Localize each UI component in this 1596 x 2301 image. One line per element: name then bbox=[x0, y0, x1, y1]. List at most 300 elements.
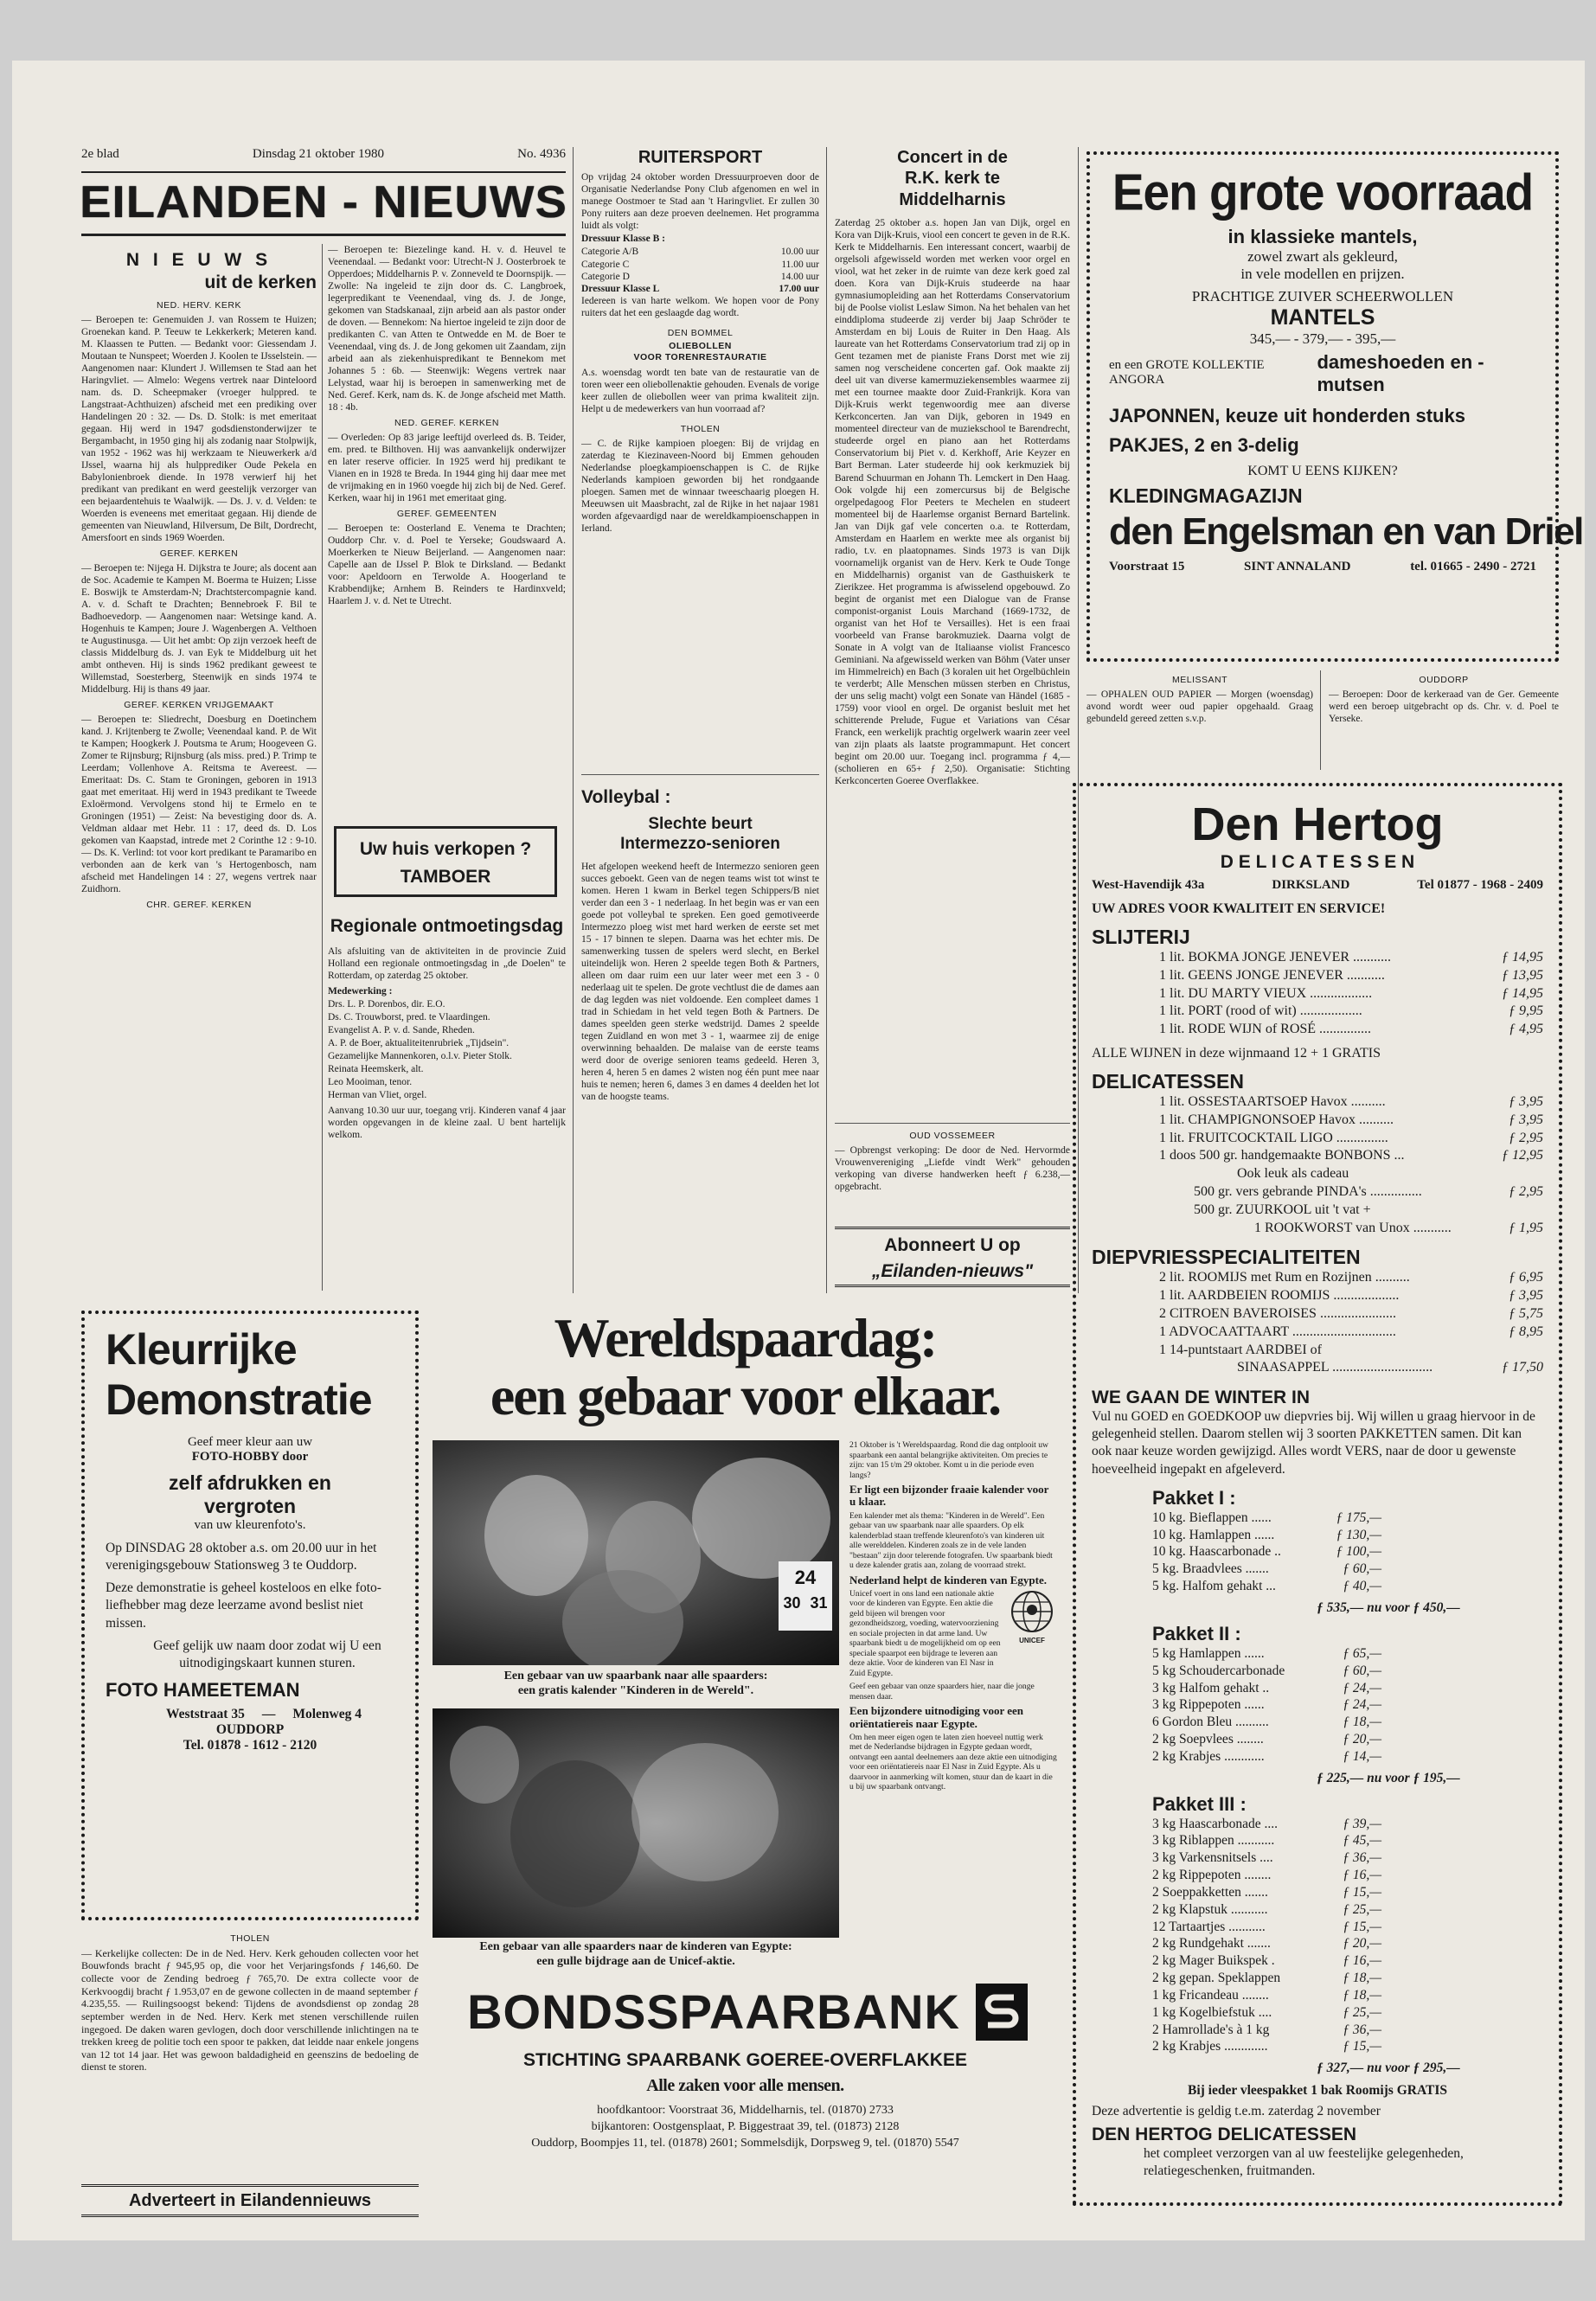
pakket-row bbox=[1152, 1696, 1543, 1714]
regionale-text: Als afsluiting van de aktiviteiten in de provincie Zuid Holland een regionale ontmoetingsdag in „de Doelen" te Rotterdam, op zaterdag 25 oktober. bbox=[328, 945, 566, 981]
hertog-bonus: Bij ieder vleespakket 1 bak Roomijs GRATIS bbox=[1188, 2083, 1447, 2099]
item: 10 kg. Bieflappen ...... bbox=[1152, 1509, 1272, 1525]
price: ƒ 17,50 bbox=[1502, 1360, 1543, 1375]
pakket3 bbox=[1092, 1793, 1543, 2077]
row-label: Categorie D bbox=[581, 271, 630, 282]
price: ƒ 45,— bbox=[1343, 1833, 1381, 1849]
spaarbank-ad bbox=[427, 1307, 1063, 2210]
price-row bbox=[1159, 1093, 1543, 1112]
regionale-closing: Aanvang 10.30 uur uur, toegang vrij. Kinderen vanaf 4 jaar worden opgevangen in de kleine zaal. U bent hartelijk welkom. bbox=[328, 1105, 566, 1140]
concert-title1: Concert in de bbox=[897, 148, 1008, 167]
item: 1 ADVOCAATTAART .............................. bbox=[1159, 1324, 1396, 1339]
volleybal-subtitle2: Intermezzo-senioren bbox=[620, 834, 780, 853]
rule bbox=[581, 774, 819, 775]
hameeteman-p3: Geef gelijk uw naam door zodat wij U een uitnodigingskaart kunnen sturen. bbox=[153, 1638, 381, 1670]
pakket-row bbox=[1152, 1919, 1543, 1936]
pakket-row bbox=[1152, 1901, 1543, 1919]
price-row bbox=[1159, 1220, 1543, 1238]
hameeteman-p1: Op DINSDAG 28 oktober a.s. om 20.00 uur in het verenigingsgebouw Stationsweg 3 te Ouddorp. bbox=[106, 1541, 377, 1574]
price: ƒ 6,95 bbox=[1509, 1270, 1543, 1285]
regionale-list-5: Reinata Heemskerk, alt. bbox=[328, 1063, 424, 1074]
volleybal-article bbox=[581, 783, 819, 1293]
item: 2 kg Soepvlees ........ bbox=[1152, 1731, 1264, 1747]
regionale-article bbox=[328, 913, 566, 1293]
col-divider bbox=[573, 147, 574, 1293]
row-label: Categorie A/B bbox=[581, 247, 639, 258]
item: 10 kg. Haascarbonade .. bbox=[1152, 1544, 1281, 1560]
pakket-row bbox=[1152, 1578, 1543, 1595]
pakket1-total: ƒ 535,— nu voor ƒ 450,— bbox=[1317, 1599, 1460, 1615]
calendar-30-31 bbox=[779, 1594, 832, 1612]
item: 2 kg gepan. Speklappen bbox=[1152, 1971, 1281, 1986]
price: ƒ 15,— bbox=[1343, 2039, 1381, 2054]
pakket-row bbox=[1152, 2022, 1543, 2039]
header-rule bbox=[81, 171, 566, 173]
spaarbank-r7: Een bijzondere uitnodiging voor een oriëntatiereis naar Egypte. bbox=[849, 1704, 1024, 1730]
ned-geref-text: — Overleden: Op 83 jarige leeftijd overleed ds. B. Teider, em. pred. te Bilthoven. Hij was aanvankelijk onderwijzer en later reserve officier. In 1925 werd hij predikant te Vianen en in 1928 te Breda. In 1944 ging hij daar mee met de vrijmaking en in 1960 voegde hij zich bij de Ned. Geref. Kerken, waar hij in 1961 met emeritaat ging. bbox=[328, 433, 566, 504]
item: 1 kg Fricandeau ........ bbox=[1152, 1987, 1269, 2003]
pakket-row bbox=[1152, 1952, 1543, 1970]
pakket-row bbox=[1152, 1867, 1543, 1884]
hertog-footer-title: DEN HERTOG DELICATESSEN bbox=[1092, 2125, 1357, 2145]
spaarbank-hoofd: hoofdkantoor: Voorstraat 36, Middelharnis, tel. (01870) 2733 bbox=[597, 2104, 894, 2117]
oliebollen-head3: VOOR TORENRESTAURATIE bbox=[633, 352, 767, 363]
price bbox=[1483, 1202, 1543, 1220]
item: 2 kg Klapstuk ........... bbox=[1152, 1901, 1268, 1917]
church-news-col1 bbox=[81, 244, 317, 1291]
winter-title: WE GAAN DE WINTER IN bbox=[1092, 1388, 1310, 1408]
engelsman-l8: JAPONNEN, keuze uit honderden stuks bbox=[1109, 405, 1465, 426]
row-label: Dressuur Klasse L bbox=[581, 283, 660, 294]
pakket-row bbox=[1152, 2004, 1543, 2022]
concert-title3: Middelharnis bbox=[899, 189, 1006, 209]
row-time: 10.00 uur bbox=[780, 247, 819, 258]
melissant-head: MELISSANT bbox=[1171, 675, 1227, 685]
regionale-medewerking: Medewerking : bbox=[328, 985, 393, 997]
pakket-row bbox=[1152, 1832, 1543, 1849]
item: 2 Hamrollade's à 1 kg bbox=[1152, 2022, 1270, 2037]
chr-geref-text: — Beroepen te: Biezelinge kand. H. v. d. Heuvel te Veenendaal. — Bedankt voor: Utrecht-N J. Oosterbroek te Opperdoes; Middelharnis P. v. Zonneveld te Doornspijk. — Zwolle: Na ingeleid te zijn door ds. C. Langbroek, legerpredikant te Veenendaal, ving ds. J. de Jonge, gekomen van Stadskanaal, zijn arbeid aan als pastor onder de doven. — Bennekom: Na hiertoe ingeleid te zijn door de predikanten C. van Atten te Ontwedde en M. de Boer te Veenendaal, ving ds. J. de Jong gekomen uit Zaandam, zijn arbeid aan als ziekenhuispredikant te Bennekom met Johannes 5 : 6b. — Steenwijk: Wegens vertrek naar Lelystad, waar hij is beroepen in samenwerking met de Ned. Geref. Kerk, nam ds. K. de Jonge afscheid met Matth. 18 : 4b. bbox=[328, 245, 566, 413]
church-news-subtitle: uit de kerken bbox=[204, 272, 317, 292]
hameeteman-city: OUDDORP bbox=[215, 1721, 285, 1737]
ruitersport-col bbox=[581, 147, 819, 770]
engelsman-l5: MANTELS bbox=[1270, 305, 1375, 330]
pakket-row bbox=[1152, 1816, 1543, 1833]
price: ƒ 8,95 bbox=[1509, 1324, 1543, 1339]
price: ƒ 18,— bbox=[1343, 1971, 1381, 1986]
pakket-row bbox=[1152, 1543, 1543, 1561]
price-row bbox=[1159, 985, 1543, 1003]
oud-vossemeer-head: OUD VOSSEMEER bbox=[909, 1131, 996, 1141]
engelsman-l2: zowel zwart als gekleurd, bbox=[1247, 248, 1398, 265]
advert-banner: Adverteert in Eilandennieuws bbox=[81, 2184, 419, 2217]
melissant-text: — OPHALEN OUD PAPIER — Morgen (woensdag) avond wordt weer oud papier opgehaald. Graag gebundeld gereed zetten s.v.p. bbox=[1086, 689, 1313, 724]
melissant-article bbox=[1086, 670, 1313, 774]
diep-title: DIEPVRIESSPECIALITEITEN bbox=[1092, 1246, 1361, 1269]
price-row bbox=[1159, 1202, 1543, 1220]
ruitersport-klasse-b: Dressuur Klasse B : bbox=[581, 234, 666, 245]
hertog-geldig: Deze advertentie is geldig t.e.m. zaterdag 2 november bbox=[1092, 2104, 1381, 2119]
regionale-title: Regionale ontmoetingsdag bbox=[330, 916, 564, 936]
tholen1-text: — C. de Rijke kampioen ploegen: Bij de vrijdag en zaterdag te Kiezinaveen-Noord bij Emmen gehouden Nederlandse ploegkampioenschappen is C. de Rijke Nederlands kampioen geworden bij het rondgaande ploegen. Samen met de winnaar tweeschaarig ploegen H. Meeuwsen uit Maasbracht, zal de Rijke in het najaar 1981 worden afgevaardigd naar de wereldkampioenschappen in Ierland. bbox=[581, 438, 819, 534]
price: ƒ 16,— bbox=[1343, 1953, 1381, 1969]
deli-title: DELICATESSEN bbox=[1092, 1069, 1244, 1093]
item: 5 kg. Halfom gehakt ... bbox=[1152, 1579, 1276, 1594]
unicef-logo bbox=[1007, 1589, 1057, 1682]
concert-col bbox=[835, 147, 1070, 1116]
item: 2 kg Krabjes ............. bbox=[1152, 2039, 1268, 2054]
price: ƒ 3,95 bbox=[1509, 1288, 1543, 1304]
photo2-caption bbox=[433, 1940, 839, 1970]
engelsman-l3: in vele modellen en prijzen. bbox=[1240, 266, 1405, 282]
hertog-footer-text: het compleet verzorgen van al uw feestelijke gelegenheden, relatiegeschenken, fruitmanden. bbox=[1144, 2146, 1464, 2179]
price: ƒ 3,95 bbox=[1509, 1112, 1543, 1127]
hameeteman-tel: Tel. 01878 - 1612 - 2120 bbox=[183, 1737, 317, 1753]
pakket2-title: Pakket II : bbox=[1152, 1622, 1241, 1644]
pakket-row bbox=[1152, 2038, 1543, 2055]
hameeteman-l4: vergroten bbox=[203, 1495, 297, 1517]
item: 1 lit. OSSESTAARTSOEP Havox .......... bbox=[1159, 1093, 1386, 1109]
regionale-list-6: Leo Mooiman, tenor. bbox=[328, 1076, 413, 1087]
pakket1-title: Pakket I : bbox=[1152, 1486, 1236, 1509]
spaarbank-stichting: STICHTING SPAARBANK GOEREE-OVERFLAKKEE bbox=[523, 2050, 967, 2070]
hertog-address bbox=[1092, 878, 1543, 893]
engelsman-addr2: SINT ANNALAND bbox=[1244, 560, 1351, 574]
spaarbank-addresses bbox=[427, 2103, 1063, 2152]
regionale-list-2: Evangelist A. P. v. d. Sande, Rheden. bbox=[328, 1024, 475, 1035]
price: ƒ 60,— bbox=[1343, 1663, 1381, 1678]
hameeteman-l5: van uw kleurenfoto's. bbox=[194, 1518, 306, 1532]
item: 500 gr. vers gebrande PINDA's ............... bbox=[1194, 1183, 1422, 1199]
issue-date: Dinsdag 21 oktober 1980 bbox=[252, 147, 384, 161]
item: 1 lit. CHAMPIGNONSOEP Havox .......... bbox=[1159, 1112, 1394, 1127]
price: ƒ 2,95 bbox=[1509, 1130, 1543, 1145]
price: ƒ 39,— bbox=[1343, 1816, 1381, 1831]
geref-text: — Beroepen te: Nijega H. Dijkstra te Joure; als docent aan de Soc. Academie te Kampen M. Boerma te Huizen; Lisse E. Boswijk te Amsterdam-N; Drachtstercompagnie kand. A. v. d. Schaft te Drachten; Bennebroek F. Bil te Badhoevedorp. — Aangenomen naar: Wetsinge kand. A. Hogenhuis te Kampen; Joure J. Wagenbergen A. Velthoen te Augustinusga. — Uit het ambt: Op zijn verzoek heeft de classis Middelburg ds. J. van Eyk te Middelburg uit het ambt ontheven. Hij is sinds 1962 predikant geweest te Willemstad, Soesterberg, Steenwijk en sinds 1974 te Middelburg. Hij is thans 49 jaar. bbox=[81, 563, 317, 695]
spaarbank-motto: Alle zaken voor alle mensen. bbox=[646, 2076, 844, 2095]
pakket-row bbox=[1152, 1987, 1543, 2004]
item: 1 lit. PORT (rood of wit) .................. bbox=[1159, 1003, 1362, 1019]
item: 2 lit. ROOMIJS met Rum en Rozijnen .......... bbox=[1159, 1270, 1410, 1285]
tholen1-head: THOLEN bbox=[680, 424, 721, 435]
engelsman-l10: KOMT U EENS KIJKEN? bbox=[1247, 464, 1398, 478]
deli-list bbox=[1092, 1093, 1543, 1237]
caption1b: een gratis kalender "Kinderen in de Wereld". bbox=[517, 1683, 754, 1697]
row-time: 17.00 uur bbox=[779, 283, 819, 294]
engelsman-l7 bbox=[1109, 351, 1536, 396]
price-row bbox=[1159, 1147, 1543, 1165]
page-section: 2e blad bbox=[81, 147, 119, 161]
item: 1 14-puntstaart AARDBEI of bbox=[1159, 1342, 1322, 1357]
volleybal-title: Volleybal : bbox=[581, 787, 671, 807]
spaarbank-r2: Er ligt een bijzonder fraaie kalender voor u klaar. bbox=[849, 1483, 1049, 1509]
oud-vossemeer-text: — Opbrengst verkoping: De door de Ned. Hervormde Vrouwenvereniging „Liefde vindt Werk" gehouden verkoping van diverse handwerken heeft ƒ 6.238,— opgebracht. bbox=[835, 1144, 1070, 1192]
ruitersport-row bbox=[581, 271, 819, 283]
pakket2-total: ƒ 225,— nu voor ƒ 195,— bbox=[1317, 1770, 1460, 1785]
price-row bbox=[1159, 1130, 1543, 1148]
ouddorp-head: OUDDORP bbox=[1419, 675, 1469, 685]
hertog-tel: Tel 01877 - 1968 - 2409 bbox=[1417, 878, 1543, 892]
hameeteman-ad bbox=[81, 1311, 419, 1920]
tamboer-text: Uw huis verkopen ? TAMBOER bbox=[359, 839, 532, 887]
hertog-addr: West-Havendijk 43a bbox=[1092, 878, 1205, 892]
price: ƒ 60,— bbox=[1343, 1561, 1381, 1577]
pakket1 bbox=[1092, 1487, 1543, 1616]
price: ƒ 65,— bbox=[1343, 1645, 1381, 1661]
caption1a: Een gebaar van uw spaarbank naar alle spaarders: bbox=[503, 1670, 768, 1682]
item: 2 kg Mager Buikspek . bbox=[1152, 1953, 1275, 1969]
slijterij-title: SLIJTERIJ bbox=[1092, 926, 1190, 948]
price bbox=[1483, 1342, 1543, 1360]
oliebollen-head2: OLIEBOLLEN bbox=[669, 341, 732, 352]
item: 10 kg. Hamlappen ...... bbox=[1152, 1527, 1275, 1542]
ruitersport-row bbox=[581, 259, 819, 271]
price: ƒ 16,— bbox=[1343, 1868, 1381, 1883]
diep-list bbox=[1092, 1269, 1543, 1377]
col-divider bbox=[826, 147, 827, 1293]
engelsman-title: Een grote voorraad bbox=[1112, 163, 1534, 221]
regionale-list-3: A. P. de Boer, aktualiteitenrubriek „Tijdsein". bbox=[328, 1037, 510, 1048]
ruitersport-row bbox=[581, 246, 819, 258]
pakket-row bbox=[1152, 1935, 1543, 1952]
item: 1 lit. DU MARTY VIEUX .................. bbox=[1159, 985, 1373, 1001]
hameeteman-address: Weststraat 35 — Molenweg 4 bbox=[166, 1706, 362, 1721]
price: ƒ 18,— bbox=[1343, 1715, 1381, 1730]
spaarbank-headline2: een gebaar voor elkaar. bbox=[490, 1365, 1001, 1426]
item: 1 doos 500 gr. handgemaakte BONBONS ... bbox=[1159, 1148, 1405, 1163]
ruitersport-title: RUITERSPORT bbox=[638, 148, 763, 167]
engelsman-l7a: en een GROTE KOLLEKTIE ANGORA bbox=[1109, 358, 1265, 387]
row-time: 14.00 uur bbox=[780, 271, 819, 282]
hertog-slogan: UW ADRES VOOR KWALITEIT EN SERVICE! bbox=[1092, 901, 1386, 916]
price-row bbox=[1159, 1165, 1543, 1183]
price: ƒ 14,95 bbox=[1502, 950, 1543, 965]
chr-geref-title: CHR. GEREF. KERKEN bbox=[146, 900, 252, 911]
photo1-caption bbox=[433, 1670, 839, 1699]
hameeteman-l2: FOTO-HOBBY door bbox=[191, 1450, 309, 1464]
geref-gem-title: GEREF. GEMEENTEN bbox=[396, 509, 497, 520]
engelsman-l7b: dameshoeden en -mutsen bbox=[1317, 351, 1484, 395]
item: 5 kg. Braadvlees ....... bbox=[1152, 1561, 1269, 1577]
hertog-wijnen: ALLE WIJNEN in deze wijnmaand 12 + 1 GRATIS bbox=[1092, 1045, 1381, 1061]
ned-herv-text: — Beroepen te: Genemuiden J. van Rossem te Huizen; Groenekan kand. P. Teeuw te Lekkerkerk; Meteren kand. M. Klaassen te Putten. — Bedankt voor: Giessendam J. Moutaan te Nunspeet; Woerden J. Koolen te IJsselstein. — Aangenomen naar: Klundert J. Willemsen te Stad aan het Haringvliet. — Almelo: Wegens vertrek naar Dinteloord nam. ds. D. Scheepmaker (vroeger hulppred. te Langstraat-Achthuizen) afscheid met een prediking over Handelingen 20 : 32. — Ds. D. Stolk: is met emeritaat gegaan. Hij werd in 1947 godsdienstonderwijzer te Bergambacht, in 1950 ging hij als zodanig naar Stolpwijk, van 1952 - 1962 was hij werkzaam te Nieuwerkerk a/d IJssel, waarna hij als hulpprediker Oude Pekela en Babylonienbroek diende. In 1978 verwierf hij het predikant van predikant en werd geestelijk verzorger van een bejaardentehuis te Waalwijk. — Ds. J. v. d. Velden: te Woerden is eveneens met emeritaat gegaan. Hij diende de gemeenten van Nieuwland, Hilversum, De Bilt, Dordrecht, Amersfoort en sinds 1969 Woerden. bbox=[81, 315, 317, 544]
unicef-globe-icon bbox=[1010, 1589, 1054, 1634]
price: ƒ 175,— bbox=[1336, 1509, 1381, 1525]
geref-title: GEREF. KERKEN bbox=[159, 548, 239, 560]
spaarbank-addr: Ouddorp, Boompjes 11, tel. (01878) 2601; Sommelsdijk, Dorpsweg 9, tel. (01870) 5547 bbox=[531, 2136, 959, 2150]
item: 3 kg Riblappen ........... bbox=[1152, 1833, 1275, 1849]
price-row bbox=[1159, 1112, 1543, 1130]
item: 2 kg Rundgehakt ....... bbox=[1152, 1936, 1271, 1952]
item: 5 kg Schoudercarbonade bbox=[1152, 1663, 1285, 1678]
page-header bbox=[81, 147, 566, 162]
item: 2 kg Rippepoten ........ bbox=[1152, 1868, 1272, 1883]
church-news-title: N I E U W S bbox=[125, 250, 272, 270]
tholen2-article bbox=[81, 1929, 419, 2180]
hameeteman-l3: zelf afdrukken en bbox=[169, 1471, 331, 1494]
item: 6 Gordon Bleu .......... bbox=[1152, 1715, 1269, 1730]
concert-title2: R.K. kerk te bbox=[904, 169, 1001, 189]
oud-vossemeer-article bbox=[835, 1126, 1070, 1221]
tholen2-head: THOLEN bbox=[230, 1933, 270, 1944]
item: SINAASAPPEL ............................. bbox=[1237, 1360, 1433, 1375]
hameeteman-p2: Deze demonstratie is geheel kosteloos en elke foto-liefhebber mag deze leerzame avond beslist niet missen. bbox=[106, 1580, 381, 1631]
pakket-row bbox=[1152, 1663, 1543, 1680]
item: 1 lit. AARDBEIEN ROOMIJS ................... bbox=[1159, 1288, 1400, 1304]
engelsman-addr1: Voorstraat 15 bbox=[1109, 560, 1185, 574]
spaarbank-text-col bbox=[849, 1440, 1057, 1792]
price: ƒ 2,95 bbox=[1509, 1183, 1543, 1199]
price-row bbox=[1159, 1003, 1543, 1021]
item: 1 lit. RODE WIJN of ROSÉ ............... bbox=[1159, 1022, 1372, 1037]
pakket2 bbox=[1092, 1623, 1543, 1786]
price: ƒ 15,— bbox=[1343, 1919, 1381, 1934]
hertog-ad bbox=[1073, 783, 1562, 2206]
price-row bbox=[1159, 1021, 1543, 1039]
item: 1 kg Kogelbiefstuk .... bbox=[1152, 2004, 1272, 2020]
price-row bbox=[1159, 1324, 1543, 1342]
row-label: Categorie C bbox=[581, 259, 630, 270]
item: 1 lit. FRUITCOCKTAIL LIGO ............... bbox=[1159, 1130, 1388, 1145]
spaarbank-s-logo-icon bbox=[976, 1984, 1028, 2041]
spaarbank-headline1: Wereldspaardag: bbox=[554, 1307, 937, 1368]
geref-gem-text: — Beroepen te: Oosterland E. Venema te Drachten; Ouddorp Chr. v. d. Poel te Yerseke; Goudswaard A. Moerkerken te Nieuw Beijerland. — Aangenomen naar: Capelle aan de IJssel P. Blok te Dirksland. — Bedankt voor: Apeldoorn en Terwolde A. Hoogerland te Krabbendijke; Arnhem B. Reinders te Hardinxveld; Haarlem J. v. d. Net te Utrecht. bbox=[328, 522, 566, 606]
issue-number: No. 4936 bbox=[517, 147, 566, 161]
price-row bbox=[1159, 1305, 1543, 1324]
spaarbank-logo-row bbox=[462, 1981, 1033, 2043]
unicef-block bbox=[849, 1589, 1057, 1682]
spaarbank-r8: Om hen meer eigen ogen te laten zien hoeveel nuttig werk met de Nederlandse bijdragen in Egypte gedaan wordt, ontvangt een aantal deelnemers aan deze aktie een uitnodiging voor een oriëntatiereis naar El Nasr in Zuid Egypte. Als u daarvoor in aanmerking wilt komen, stuur dan de kaart in die u bij uw spaarbank ontvangt. bbox=[849, 1732, 1057, 1792]
caption2a: Een gebaar van alle spaarders naar de kinderen van Egypte: bbox=[479, 1940, 792, 1953]
price: ƒ 36,— bbox=[1343, 1850, 1381, 1866]
price: ƒ 36,— bbox=[1343, 2022, 1381, 2037]
item: 1 lit. BOKMA JONGE JENEVER ........... bbox=[1159, 950, 1392, 965]
col-divider bbox=[322, 244, 323, 1291]
hameeteman-title1: Kleurrijke bbox=[106, 1325, 297, 1374]
item: 2 kg Krabjes ............ bbox=[1152, 1748, 1265, 1764]
price bbox=[1483, 1165, 1543, 1183]
hameeteman-name: FOTO HAMEETEMAN bbox=[106, 1678, 300, 1701]
item: 3 kg Halfom gehakt .. bbox=[1152, 1680, 1270, 1695]
unicef-photo bbox=[433, 1708, 839, 1938]
price: ƒ 24,— bbox=[1343, 1697, 1381, 1713]
price: ƒ 100,— bbox=[1336, 1544, 1381, 1560]
price: ƒ 25,— bbox=[1343, 2004, 1381, 2020]
hameeteman-addr2: Molenweg 4 bbox=[292, 1706, 362, 1721]
item: 3 kg Rippepoten ...... bbox=[1152, 1697, 1265, 1713]
price: ƒ 40,— bbox=[1343, 1579, 1381, 1594]
engelsman-l6: 345,— - 379,— - 395,— bbox=[1249, 330, 1396, 347]
newspaper-page bbox=[12, 61, 1585, 2240]
rule bbox=[835, 1123, 1070, 1124]
ouddorp-article bbox=[1329, 670, 1559, 774]
pakket-row bbox=[1152, 1970, 1543, 1987]
regionale-list-4: Gezamelijke Mannenkoren, o.l.v. Pieter Stolk. bbox=[328, 1050, 512, 1061]
item: 1 ROOKWORST van Unox ........... bbox=[1254, 1220, 1452, 1235]
engelsman-l9: PAKJES, 2 en 3-delig bbox=[1109, 434, 1299, 456]
hameeteman-l1: Geef meer kleur aan uw bbox=[187, 1435, 313, 1449]
masthead-rule bbox=[81, 234, 566, 236]
price: ƒ 1,95 bbox=[1509, 1220, 1543, 1235]
price-row bbox=[1159, 1269, 1543, 1287]
spaarbank-r3: Een kalender met als thema: "Kinderen in de Wereld". Een gebaar van uw spaarbank naar alle spaarders. Op elk kalenderblad staan treffende kleurenfoto's van kinderen uit alle werelddelen. Kinderen zoals ze in de vele landen "bestaan" zijn door telerende fotografen. Uw spaarbank biedt u deze kalender gratis aan, zolang de voorraad strekt. bbox=[849, 1510, 1053, 1571]
price: ƒ 9,95 bbox=[1509, 1003, 1543, 1019]
col-divider bbox=[1320, 670, 1321, 770]
price: ƒ 25,— bbox=[1343, 1901, 1381, 1917]
oliebollen-text: A.s. woensdag wordt ten bate van de restauratie van de toren weer een oliebollenaktie gehouden. Evenals de vorige keer zullen de oliebollen weer van prima kwaliteit zijn. Helpt u de medewerkers van hun voorraad af? bbox=[581, 367, 819, 415]
item: Ook leuk als cadeau bbox=[1237, 1166, 1349, 1182]
price: ƒ 18,— bbox=[1343, 1987, 1381, 2003]
price: ƒ 24,— bbox=[1343, 1680, 1381, 1695]
pakket-row bbox=[1152, 1509, 1543, 1527]
engelsman-l1: in klassieke mantels, bbox=[1227, 226, 1418, 247]
engelsman-address bbox=[1109, 560, 1536, 574]
item: 12 Tartaartjes ........... bbox=[1152, 1919, 1266, 1934]
price: ƒ 15,— bbox=[1343, 1884, 1381, 1900]
price: ƒ 20,— bbox=[1343, 1731, 1381, 1747]
price: ƒ 14,95 bbox=[1502, 985, 1543, 1001]
item: 3 kg Varkensnitsels .... bbox=[1152, 1850, 1273, 1866]
price: ƒ 13,95 bbox=[1502, 967, 1543, 983]
engelsman-l12: den Engelsman en van Driel bbox=[1109, 510, 1583, 553]
tamboer-ad bbox=[334, 826, 557, 897]
price-row bbox=[1159, 1287, 1543, 1305]
item: 5 kg Hamlappen ...... bbox=[1152, 1645, 1265, 1661]
children-photo bbox=[433, 1440, 839, 1665]
ned-geref-title: NED. GEREF. KERKEN bbox=[394, 418, 500, 429]
price: ƒ 14,— bbox=[1343, 1748, 1381, 1764]
winter-text: Vul nu GOED en GOEDKOOP uw diepvries bij. Wij willen u graag hiervoor in de gelegenheid stellen. Daarom stellen wij 3 soorten PAKKETTEN samen. Dit kan ook naar keuze worden gewijzigd. Alles wordt VERS, naar de door u gewenste hoeveelheid ingepakt en afgeleverd. bbox=[1092, 1409, 1535, 1477]
engelsman-l11: KLEDINGMAGAZIJN bbox=[1109, 484, 1303, 507]
price-row bbox=[1159, 949, 1543, 967]
calendar-24: 24 bbox=[794, 1567, 817, 1588]
unicef-label: UNICEF bbox=[1019, 1637, 1045, 1645]
abonneert-line1: Abonneert U op bbox=[884, 1235, 1021, 1255]
price: ƒ 12,95 bbox=[1502, 1148, 1543, 1163]
abonneert-box bbox=[835, 1227, 1070, 1287]
abonneert-line2: „Eilanden-nieuws" bbox=[871, 1261, 1034, 1281]
item: 2 Soeppakketten ....... bbox=[1152, 1884, 1268, 1900]
price-row bbox=[1159, 1359, 1543, 1377]
price: ƒ 130,— bbox=[1336, 1527, 1381, 1542]
price: ƒ 5,75 bbox=[1509, 1305, 1543, 1321]
price-row bbox=[1159, 1183, 1543, 1202]
row-time: 11.00 uur bbox=[781, 259, 819, 270]
pakket-row bbox=[1152, 1714, 1543, 1731]
ruitersport-row bbox=[581, 283, 819, 295]
pakket-row bbox=[1152, 1748, 1543, 1766]
price: ƒ 20,— bbox=[1343, 1936, 1381, 1952]
spaarbank-r4: Nederland helpt de kinderen van Egypte. bbox=[849, 1573, 1048, 1586]
hertog-city: DIRKSLAND bbox=[1272, 878, 1350, 892]
pakket-row bbox=[1152, 1884, 1543, 1901]
spaarbank-r1: 21 Oktober is 't Wereldspaardag. Rond die dag ontplooit uw spaarbank een aantal belangrijke aktiviteiten. Om precies te zijn: van 15 t/m 29 oktober. Komt u in die periode even langs? bbox=[849, 1440, 1048, 1480]
spaarbank-bij: bijkantoren: Oostgensplaat, P. Biggestraat 39, tel. (01873) 2128 bbox=[591, 2119, 900, 2133]
ned-herv-title: NED. HERV. KERK bbox=[157, 300, 241, 311]
volleybal-subtitle1: Slechte beurt bbox=[648, 814, 753, 833]
calendar-tag bbox=[779, 1561, 832, 1631]
pakket-row bbox=[1152, 1645, 1543, 1663]
ruitersport-after: Iedereen is van harte welkom. We hopen voor de Pony ruiters dat het een geslaagde dag wordt. bbox=[581, 295, 819, 318]
regionale-list-0: Drs. L. P. Dorenbos, dir. E.O. bbox=[328, 998, 445, 1009]
pakket3-title: Pakket III : bbox=[1152, 1792, 1247, 1815]
engelsman-tel: tel. 01665 - 2490 - 2721 bbox=[1410, 560, 1536, 574]
masthead: EILANDEN - NIEUWS bbox=[80, 177, 567, 228]
hertog-title: Den Hertog bbox=[1191, 798, 1444, 850]
hameeteman-addr1: Weststraat 35 bbox=[166, 1706, 245, 1721]
price-row bbox=[1159, 1342, 1543, 1360]
geref-vrij-text: — Beroepen te: Sliedrecht, Doesburg en Doetinchem kand. J. Krijtenberg te Zwolle; Veenendaal kand. P. de Wit te Kampen; Hoogkerk J. Poutsma te Arum; Hoogeveen G. Zomer te Rijnsburg; Rijnsburg (als miss. pred.) P. Trimp te Leerdam; Vollenhove A. Reitsma te Avereest. — Emeritaat: Ds. C. Stam te Groningen, geboren in 1913 gaat met emeritaat. Hij werd in 1943 predikant te Tweede Exloërmond. Vervolgens stond hij te Ermelo en te Groningen (1951) — Zeist: Na bevestiging door ds. A. Veldman aldaar met Hebr. 11 : 17, deed ds. D. Los gekomen van Kaapstad, intrede met 2 Corinthe 12 : 9-10. — Ds. K. Verlind: tot voor kort predikant te Paramaribo en verbonden aan de kerk van 's Hertogenbosch, nam afscheid met Handelingen 14 : 27, wegens vertrek naar Zuidhorn. bbox=[81, 715, 317, 895]
